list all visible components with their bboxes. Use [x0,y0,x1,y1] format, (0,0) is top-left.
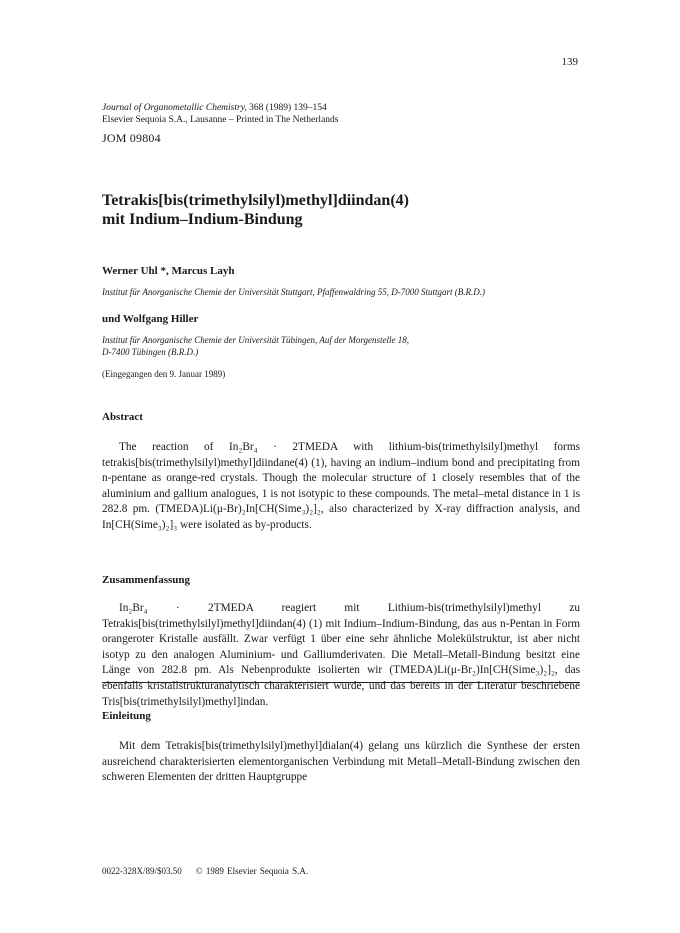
journal-reference [102,102,338,114]
zusammenfassung-heading: Zusammenfassung [102,574,191,586]
publisher-line: Elsevier Sequoia S.A., Lausanne – Printed in The Netherlands [102,115,339,125]
einleitung-heading: Einleitung [102,710,151,722]
footer-copyright: © 1989 Elsevier Sequoia S.A. [195,866,309,876]
footer-code: 0022-328X/89/$03.50 [102,866,182,876]
zusammenfassung-text [102,601,580,710]
journal-name: Journal of Organometallic Chemistry, [102,103,247,113]
affiliation-2 [102,334,409,358]
abstract-paragraph: The reaction of In₂Br₄ · 2TMEDA with lithium-bis(trimethylsilyl)methyl forms tetrakis[bis(trimethylsilyl)methyl]diindane(4) (1), having an indium–indium bond and precipitating from n-pentane as orange-red crystals. Though the molecular structure of 1 closely resembles that of the aluminium and gallium analogues, 1 is not isotypic to these compounds. The metal–metal distance in 1 is 282.8 pm. (TMEDA)Li(μ-Br)₂In[CH(Sime₃)₂]₂, also characterized by X-ray diffraction analysis, and In[CH(Sime₃)₂]₃ were isolated as by-products. [102,441,580,531]
journal-volume-pages: 368 (1989) 139–154 [246,103,327,113]
footer [102,866,308,876]
title-line-2: mit Indium–Indium-Bindung [102,211,303,228]
title-line-1: Tetrakis[bis(trimethylsilyl)methyl]diindan(4) [102,192,409,209]
abstract-heading: Abstract [102,411,143,423]
affiliation-2-line-1: Institut für Anorganische Chemie der Universität Tübingen, Auf der Morgenstelle 18, [102,335,409,345]
affiliation-2-line-2: D-7400 Tübingen (B.R.D.) [102,347,199,357]
section-divider [102,682,580,683]
received-date: (Eingegangen den 9. Januar 1989) [102,369,226,379]
affiliation-1: Institut für Anorganische Chemie der Universität Stuttgart, Pfaffenwaldring 55, D-7000 Stuttgart (B.R.D.) [102,287,485,297]
zusammenfassung-paragraph: In₂Br₄ · 2TMEDA reagiert mit Lithium-bis(trimethylsilyl)methyl zu Tetrakis[bis(trimethylsilyl)methyl]diindan(4) (1) mit Indium–Indium-Bindung, das aus n-Pentan in Form orangeroter Kristalle ausfällt. Zwar verfügt 1 über eine sehr ähnliche Molekülstruktur, ist aber nicht isotyp zu den analogen Aluminium- und Galliumderivaten. Die Metall–Metall-Bindung besitzt eine Länge von 282.8 pm. Als Nebenprodukte isolierten wir (TMEDA)Li(μ-Br₂)In[CH(Sime₃)₂]₂, das ebenfalls kristallstrukturanalytisch charakterisiert wurde, und das bereits in der Literatur beschriebene Tris[bis(trimethylsilyl)methyl]indan. [102,602,580,708]
jom-id: JOM 09804 [102,131,161,145]
page-number: 139 [561,56,578,68]
einleitung-text [102,739,580,786]
authors-group-1: Werner Uhl *, Marcus Layh [102,265,235,277]
paper-title [102,191,409,229]
einleitung-paragraph: Mit dem Tetrakis[bis(trimethylsilyl)methyl]dialan(4) gelang uns kürzlich die Synthese der ersten ausreichend charakterisierten elementorganischen Verbindung mit Metall–Metall-Bindung zwischen den schweren Elementen der dritten Hauptgruppe [102,740,580,784]
authors-group-2: und Wolfgang Hiller [102,313,199,325]
journal-citation [102,102,338,126]
abstract-text [102,440,580,534]
